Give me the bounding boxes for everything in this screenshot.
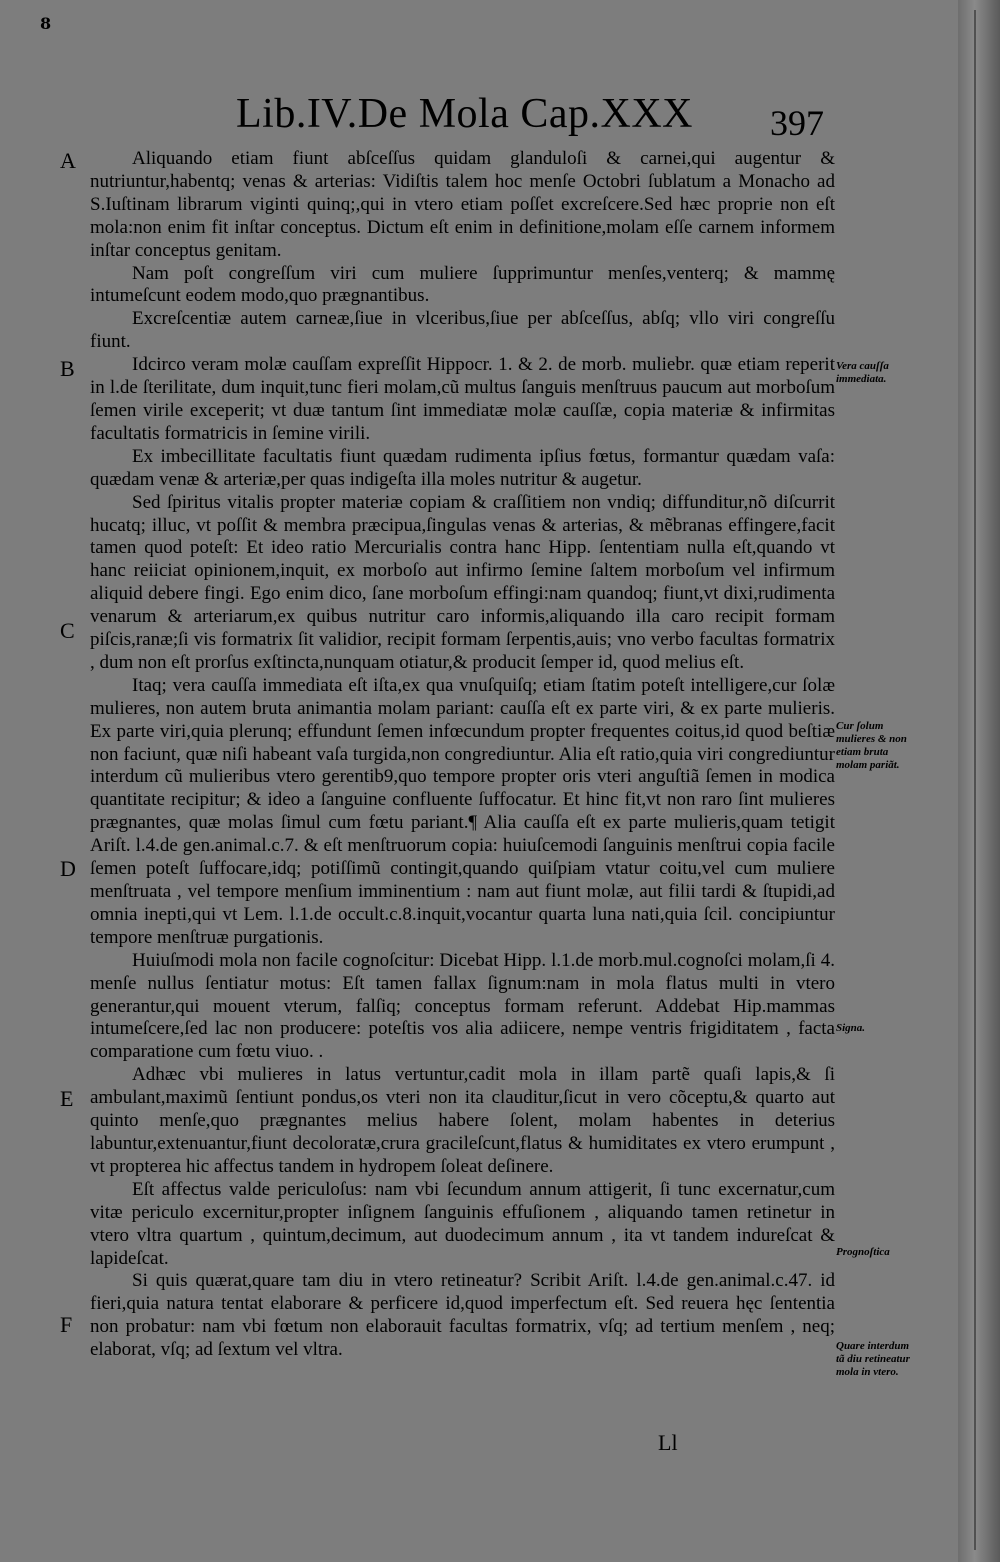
paragraph: Idcirco veram molæ cauſſam expreſſit Hippocr. 1. & 2. de morb. muliebr. quæ etiam reperit in l.de ſterilitate, dum inquit,tunc fieri molam,cũ multus ſanguis menſtruus paucum aut morboſum ſemen virile exceperit; vt duæ tantum ſint immediatæ molæ cauſſæ, copia materiæ & infirmitas facultatis formatricis in ſemine virili. <box>90 354 835 444</box>
paragraph: Nam poſt congreſſum viri cum muliere ſupprimuntur menſes,venterq; & mammę intumeſcunt eodem modo,quo prægnantibus. <box>90 262 835 307</box>
book-gutter <box>958 0 1000 1562</box>
body-text <box>90 148 835 1362</box>
running-head: Lib.IV.De Mola Cap.XXX <box>236 91 694 137</box>
corner-mark: 8 <box>40 14 52 33</box>
margin-note: Quare interdum tã diu retineatur mola in vtero. <box>836 1340 910 1378</box>
section-letter-b: B <box>60 356 75 381</box>
margin-note: Cur ſolum mulieres & non etiam bruta molam pariãt. <box>836 720 907 771</box>
paragraph: Excreſcentiæ autem carneæ,ſiue in vlceribus,ſiue per abſceſſus, abſq; vllo viri congreſſu fiunt. <box>90 308 835 353</box>
paragraph: Huiuſmodi mola non facile cognoſcitur: Dicebat Hipp. l.1.de morb.mul.cognoſci molam,ſi 4. menſe nullus ſentiatur motus: Eſt tamen fallax ſignum:nam in mola flatus multi in vtero generantur,qui mouent vterum, falſiq; conceptus formam referunt. Addebat Hip.mammas intumeſcere,ſed lac non producere: poteſtis vos alia adiicere, nempe ventris frigiditatem , facta comparatione cum fœtu viuo. . <box>90 949 835 1063</box>
paragraph: Adhæc vbi mulieres in latus vertuntur,cadit mola in illam partẽ quaſi lapis,& ſi ambulant,maximũ ſentiunt pondus,os vteri non ita clauditur,ſicut in vero cõceptu,& quarto aut quinto menſe,quo prægnantes melius habere ſolent, molam habentes in deterius labuntur,extenuantur,fiunt decoloratæ,crura gracileſcunt,flatus & humiditates ex vtero erumpunt , vt propterea hic affectus tandem in hydropem ſoleat deſinere. <box>90 1064 835 1177</box>
page-number: 397 <box>770 103 824 143</box>
margin-note: Signa. <box>836 1022 866 1034</box>
paragraph: Ex imbecillitate facultatis fiunt quædam rudimenta ipſius fœtus, formantur quædam vaſa: quædam venæ & arteriæ,per quas indigeſta illa moles nutritur & augetur. <box>90 445 835 490</box>
section-letter-e: E <box>60 1086 74 1111</box>
paragraph: Aliquando etiam fiunt abſceſſus quidam glanduloſi & carnei,qui augentur & nutriuntur,habentq; venas & arterias: Vidiſtis talem hoc menſe Octobri ſublatum a Monacho ad S.Iuſtinam librarum viginti quinq;,qui in vtero etiam poſſet excreſcere.Sed hæc proprie non eſt mola:non enim fit inſtar conceptus. Dictum eſt enim in definitione,molam eſſe carnem informem inſtar conceptus genitam. <box>90 148 835 261</box>
section-letter-d: D <box>60 856 76 881</box>
paragraph: Eſt affectus valde periculoſus: nam vbi ſecundum annum attigerit, ſi tunc excernatur,cum vitæ periculo excernitur,propter inſignem ſanguinis effuſionem , aliquando tamen retinetur in vtero vltra quartum , quintum,decimum, aut duodecimum annum , ita vt tandem indureſcat & lapideſcat. <box>90 1178 835 1269</box>
paragraph: Sed ſpiritus vitalis propter materiæ copiam & craſſitiem non vndiq; diffunditur,nõ diſcurrit hucatq; illuc, vt poſſit & membra præcipua,ſingulas venas & arterias, & mẽbranas effingere,facit tamen quod poteſt: Et ideo ratio Mercurialis contra hanc Hipp. ſententiam nulla eſt,quando vt hanc reiiciat opinionem,inquit, ex morboſo aut infirmo ſemine ſaltem morboſum vel infirmum aliquid debere fingi. Ego enim dico, ſane morboſum effingi:nam quandoq; fiunt,vt dixi,rudimenta venarum & arteriarum,ex quibus nutritur caro informis,aliquando illa caro recipit formam piſcis,ranæ;ſi vis formatrix ſit validior, recipit formam ſerpentis,auis; vno verbo facultas formatrix , dum non eſt prorſus exſtincta,nunquam otiatur,& producit ſemper id, quod melius eſt. <box>90 491 835 673</box>
signature-mark: Ll <box>658 1430 678 1455</box>
paragraph: Si quis quærat,quare tam diu in vtero retineatur? Scribit Ariſt. l.4.de gen.animal.c.47. id fieri,quia natura tentat elaborare & perficere id,quod imperfectum eſt. Sed reuera hęc ſententia non probatur: nam vbi fœtum non elaborauit facultas formatrix, vſq; ad tertium menſem , neq; elaborat, vſq; ad ſextum vel vltra. <box>90 1270 835 1361</box>
margin-note: Prognoſtica <box>836 1246 890 1258</box>
paragraph: Itaq; vera cauſſa immediata eſt iſta,ex qua vnuſquiſq; etiam ſtatim poteſt intelligere,cur ſolæ mulieres, non autem bruta animantia molam pariant: cauſſa eſt ex parte viri, & ex parte mulieris. Ex parte viri,quia plerunq; effundunt ſemen infœcundum propter frequentes coitus,id quod beſtiæ non faciunt, quæ niſi habeant vaſa turgida,non congrediuntur. Alia eſt ratio,quia viri congrediuntur interdum cũ mulieribus vtero gerentib9,quo tempore propter oris vteri anguſtiã ſemen in modica quantitate recipitur; & ideo a ſanguine confluente ſuffocatur. Et hinc fit,vt non raro ſint mulieres prægnantes, quæ molas ſimul cum fœtu pariant.¶ Alia cauſſa eſt ex parte mulieris,quam tetigit Ariſt. l.4.de gen.animal.c.7. & eſt menſtruorum copia: huiuſcemodi ſanguinis menſtrui copia facile ſemen poteſt ſuffocare,idq; potiſſimũ contingit,quando quiſpiam vtatur coitu,vel cum muliere menſtruata , vel tempore menſium imminentium : nam aut fiunt molæ, aut filii tardi & ſtupidi,ad omnia inepti,qui vt Lem. l.1.de occult.c.8.inquit,vocantur quarta luna nati,quia ſcil. concipiuntur tempore menſtruæ purgationis. <box>90 674 835 948</box>
section-letter-a: A <box>60 148 76 173</box>
margin-note: Vera cauſſa immediata. <box>836 360 889 385</box>
section-letter-c: C <box>60 618 75 643</box>
section-letter-f: F <box>60 1312 73 1337</box>
gutter-rule <box>974 10 976 1550</box>
